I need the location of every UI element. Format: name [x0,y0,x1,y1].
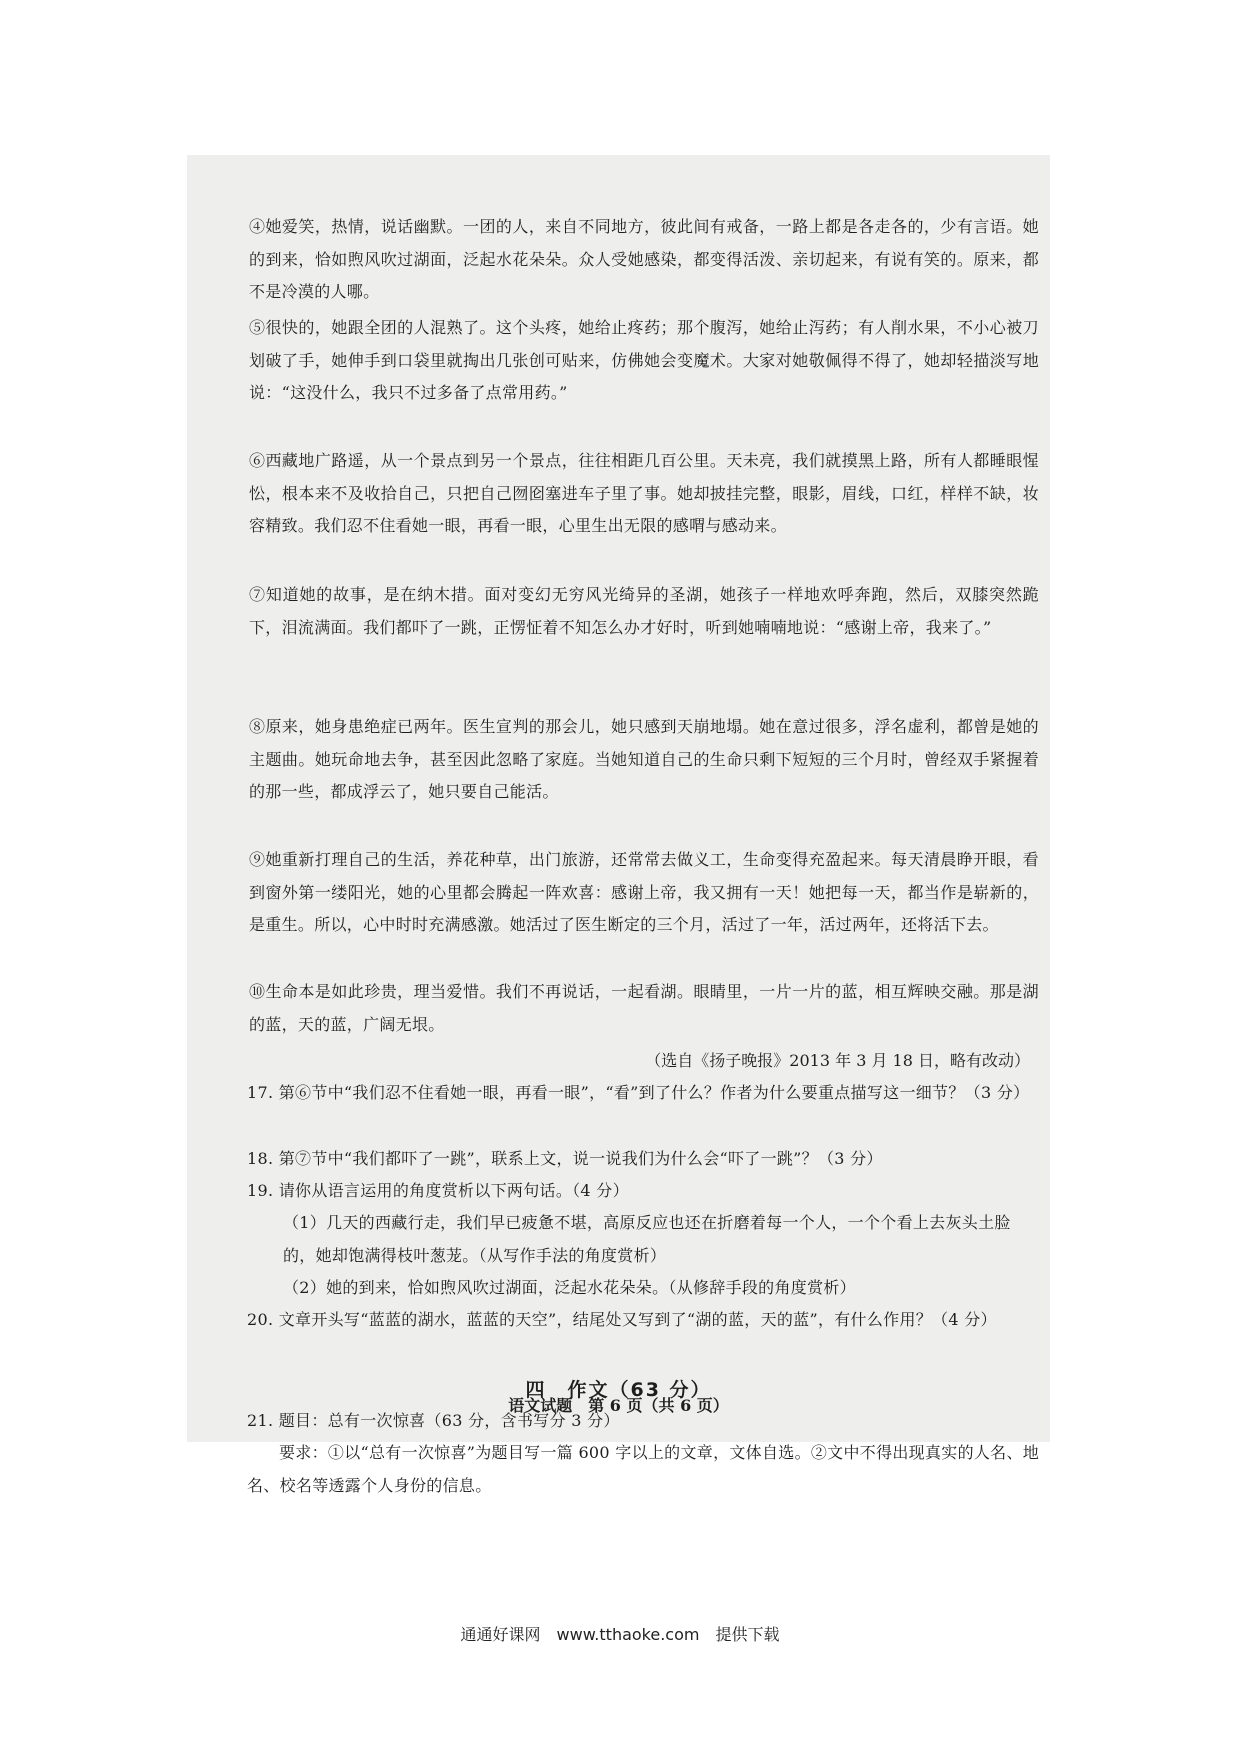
paragraph-text: 知道她的故事，是在纳木措。面对变幻无穷风光绮异的圣湖，她孩子一样地欢呼奔跑，然后，双膝突然跪下，泪流满面。我们都吓了一跳，正愣怔着不知怎么办才好时，听到她喃喃地说：“感谢上帝，我来了。” [249,585,1039,637]
source-note: （选自《扬子晚报》2013 年 3 月 18 日，略有改动） [645,1051,1030,1070]
question-19-part-2: （2）她的到来，恰如煦风吹过湖面，泛起水花朵朵。（从修辞手段的角度赏析） [283,1278,856,1297]
passage-paragraph-10 [249,976,1039,1041]
passage-paragraph-9 [249,844,1039,942]
passage-paragraph-8 [249,711,1039,809]
question-19-part-1: （1）几天的西藏行走，我们早已疲惫不堪，高原反应也还在折磨着每一个人，一个个看上去灰头土脸的，她却饱满得枝叶葱茏。（从写作手法的角度赏析） [283,1213,1011,1265]
question-17: 17. 第⑥节中“我们忍不住看她一眼，再看一眼”，“看”到了什么？作者为什么要重点描写这一细节？（3 分） [247,1083,1030,1102]
question-21: 21. 题目：总有一次惊喜（63 分，含书写分 3 分） [247,1411,620,1430]
paragraph-number: ⑨ [249,850,266,869]
paragraph-text: 生命本是如此珍贵，理当爱惜。我们不再说话，一起看湖。眼睛里，一片一片的蓝，相互辉映交融。那是湖的蓝，天的蓝，广阔无垠。 [249,982,1039,1034]
paragraph-text: 原来，她身患绝症已两年。医生宣判的那会儿，她只感到天崩地塌。她在意过很多，浮名虚利，都曾是她的主题曲。她玩命地去争，甚至因此忽略了家庭。当她知道自己的生命只剩下短短的三个月时，曾经双手紧握着的那一些，都成浮云了，她只要自己能活。 [249,717,1039,802]
site-credit: 通通好课网 www.tthaoke.com 提供下载 [460,1625,780,1644]
paragraph-text: 很快的，她跟全团的人混熟了。这个头疼，她给止疼药；那个腹泻，她给止泻药；有人削水果，不小心被刀划破了手，她伸手到口袋里就掏出几张创可贴来，仿佛她会变魔术。大家对她敬佩得不得了，她却轻描淡写地说：“这没什么，我只不过多备了点常用药。” [249,318,1039,403]
passage-paragraph-5 [249,312,1039,410]
passage-paragraph-6 [249,445,1039,543]
essay-section-heading: 四 作文（63 分） [525,1379,712,1401]
question-19: 19. 请你从语言运用的角度赏析以下两句话。（4 分） [247,1181,629,1200]
paragraph-number: ④ [249,217,266,236]
question-20: 20. 文章开头写“蓝蓝的湖水，蓝蓝的天空”，结尾处又写到了“湖的蓝，天的蓝”，有什么作用？（4 分） [247,1310,997,1329]
page-footer: 语文试题 第 6 页（共 6 页） [508,1396,729,1415]
essay-requirements: 要求：①以“总有一次惊喜”为题目写一篇 600 字以上的文章，文体自选。②文中不得出现真实的人名、地名、校名等透露个人身份的信息。 [247,1443,1040,1495]
paragraph-text: 她重新打理自己的生活，养花种草，出门旅游，还常常去做义工，生命变得充盈起来。每天清晨睁开眼，看到窗外第一缕阳光，她的心里都会腾起一阵欢喜：感谢上帝，我又拥有一天！她把每一天，都当作是崭新的，是重生。所以，心中时时充满感激。她活过了医生断定的三个月，活过了一年，活过两年，还将活下去。 [249,850,1039,935]
question-18: 18. 第⑦节中“我们都吓了一跳”，联系上文，说一说我们为什么会“吓了一跳”？（3 分） [247,1149,883,1168]
paragraph-text: 她爱笑，热情，说话幽默。一团的人，来自不同地方，彼此间有戒备，一路上都是各走各的，少有言语。她的到来，恰如煦风吹过湖面，泛起水花朵朵。众人受她感染，都变得活泼、亲切起来，有说有笑的。原来，都不是冷漠的人哪。 [249,217,1039,302]
paragraph-text: 西藏地广路遥，从一个景点到另一个景点，往往相距几百公里。天未亮，我们就摸黑上路，所有人都睡眼惺忪，根本来不及收拾自己，只把自己囫囵塞进车子里了事。她却披挂完整，眼影，眉线，口红，样样不缺，妆容精致。我们忍不住看她一眼，再看一眼，心里生出无限的感喟与感动来。 [249,451,1039,536]
paragraph-number: ⑧ [249,717,266,736]
scanned-exam-page [187,155,1050,1495]
paragraph-number: ⑤ [249,318,266,337]
passage-paragraph-7 [249,579,1039,644]
paragraph-number: ⑩ [249,982,266,1001]
passage-paragraph-4 [249,211,1039,309]
paragraph-number: ⑦ [249,585,266,604]
paragraph-number: ⑥ [249,451,266,470]
